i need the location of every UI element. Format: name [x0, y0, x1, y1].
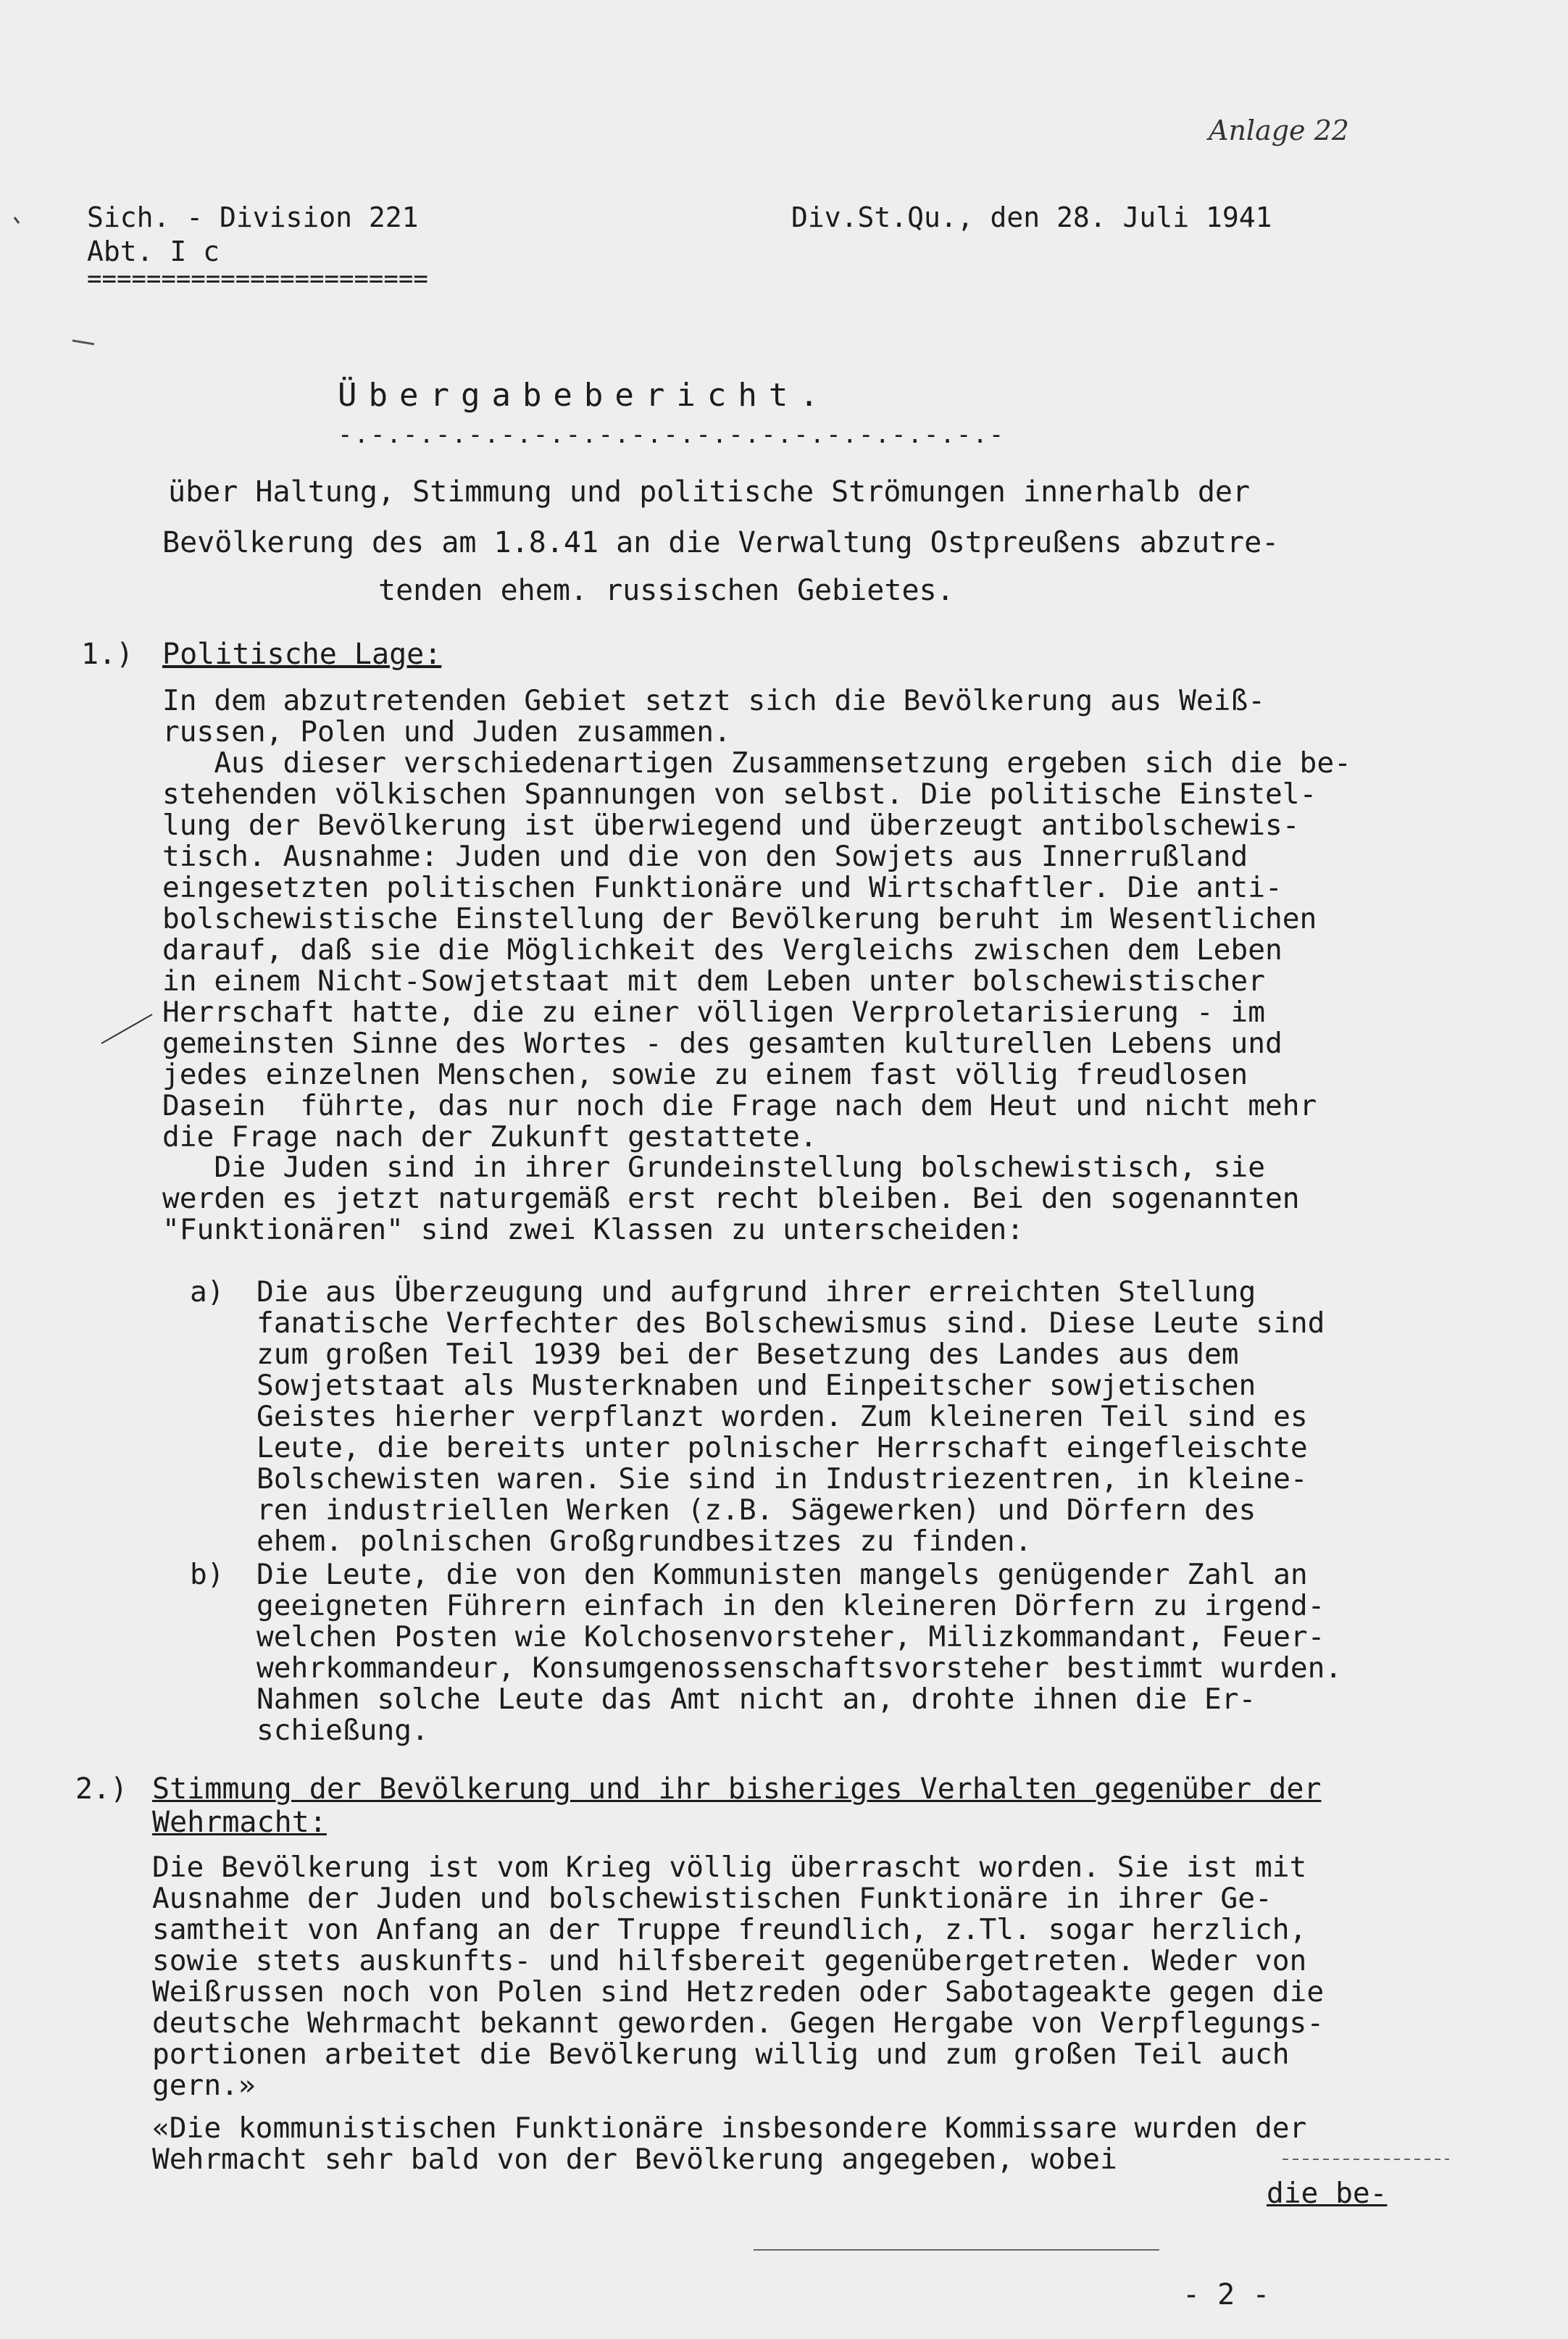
text-line: gern.» — [152, 2069, 256, 2102]
text-line: In dem abzutretenden Gebiet setzt sich die Bevölkerung aus Weiß- — [162, 684, 1265, 717]
title-underline: -.-.-.-.-.-.-.-.-.-.-.-.-.-.-.-.-.-.-.-.- — [338, 420, 1006, 449]
text-line: ren industriellen Werken (z.B. Sägewerken) und Dörfern des — [257, 1493, 1256, 1527]
text-line: Leute, die bereits unter polnischer Herrschaft eingefleischte — [257, 1431, 1308, 1464]
section-1-number: 1.) — [81, 638, 134, 671]
text-line: «Die kommunistischen Funktionäre insbesondere Kommissare wurden der — [152, 2111, 1307, 2145]
page-number: - 2 - — [1183, 2278, 1270, 2311]
text-line: geeigneten Führern einfach in den kleineren Dörfern zu irgend- — [257, 1589, 1325, 1622]
text-line: bolschewistische Einstellung der Bevölkerung beruht im Wesentlichen — [162, 902, 1317, 935]
text-line: jedes einzelnen Menschen, sowie zu einem fast völlig freudlosen — [162, 1058, 1248, 1091]
text-line: Weißrussen noch von Polen sind Hetzreden oder Sabotageakte gegen die — [152, 1975, 1325, 2009]
text-line: "Funktionären" sind zwei Klassen zu unterscheiden: — [162, 1213, 1025, 1246]
subtitle-line-3: tenden ehem. russischen Gebietes. — [378, 574, 954, 607]
text-line: Herrschaft hatte, die zu einer völligen Verproletarisierung - im — [162, 996, 1265, 1029]
text-line: gemeinsten Sinne des Wortes - des gesamten kulturellen Lebens und — [162, 1027, 1283, 1060]
text-line: fanatische Verfechter des Bolschewismus sind. Diese Leute sind — [257, 1306, 1325, 1340]
subtitle-line-2: Bevölkerung des am 1.8.41 an die Verwaltung Ostpreußens abzutre- — [162, 526, 1280, 559]
section-2-heading-line-2: Wehrmacht: — [152, 1806, 327, 1839]
text-line: welchen Posten wie Kolchosenvorsteher, Milizkommandant, Feuer- — [257, 1620, 1325, 1654]
item-a-label: a) — [190, 1275, 225, 1309]
text-line: in einem Nicht-Sowjetstaat mit dem Leben unter bolschewistischer — [162, 964, 1265, 998]
text-line: ehem. polnischen Großgrundbesitzes zu finden. — [257, 1525, 1033, 1558]
text-line: Die Juden sind in ihrer Grundeinstellung bolschewistisch, sie — [162, 1151, 1265, 1184]
text-line: schießung. — [257, 1714, 429, 1747]
text-line: zum großen Teil 1939 bei der Besetzung des Landes aus dem — [257, 1338, 1239, 1371]
text-line: Die aus Überzeugung und aufgrund ihrer erreichten Stellung — [257, 1275, 1256, 1309]
text-line: Die Bevölkerung ist vom Krieg völlig überrascht worden. Sie ist mit — [152, 1851, 1307, 1884]
margin-mark — [14, 217, 19, 223]
item-b-label: b) — [190, 1558, 225, 1591]
text-line: Bolschewisten waren. Sie sind in Industriezentren, in kleine- — [257, 1462, 1308, 1496]
place-date: Div.St.Qu., den 28. Juli 1941 — [791, 201, 1272, 233]
section-2-number: 2.) — [75, 1772, 128, 1806]
margin-mark — [72, 341, 94, 344]
text-line: werden es jetzt naturgemäß erst recht bleiben. Bei den sogenannten — [162, 1182, 1300, 1215]
text-line: Nahmen solche Leute das Amt nicht an, drohte ihnen die Er- — [257, 1683, 1256, 1716]
unit-underline: ======================= — [87, 264, 428, 293]
text-line: stehenden völkischen Spannungen von selbst. Die politische Einstel- — [162, 777, 1317, 811]
continuation-word: die be- — [1267, 2177, 1388, 2210]
text-line: Ausnahme der Juden und bolschewistischen Funktionäre in ihrer Ge- — [152, 1882, 1272, 1915]
document-title: Übergabebericht. — [338, 377, 830, 414]
text-line: samtheit von Anfang an der Truppe freundlich, z.Tl. sogar herzlich, — [152, 1913, 1307, 1946]
text-line: Dasein führte, das nur noch die Frage nach dem Heut und nicht mehr — [162, 1089, 1317, 1122]
text-line: lung der Bevölkerung ist überwiegend und überzeugt antibolschewis- — [162, 809, 1300, 842]
section-1-heading: Politische Lage: — [162, 638, 442, 671]
text-line: russen, Polen und Juden zusammen. — [162, 715, 731, 749]
text-line: Wehrmacht sehr bald von der Bevölkerung angegeben, wobei — [152, 2143, 1117, 2176]
text-line: die Frage nach der Zukunft gestattete. — [162, 1120, 817, 1154]
handwritten-annotation: Anlage 22 — [1209, 114, 1349, 146]
text-line: sowie stets auskunfts- und hilfsbereit gegenübergetreten. Weder von — [152, 1944, 1307, 1977]
text-line: eingesetzten politischen Funktionäre und Wirtschaftler. Die anti- — [162, 871, 1283, 904]
text-line: Sowjetstaat als Musterknaben und Einpeitscher sowjetischen — [257, 1369, 1256, 1402]
text-line: portionen arbeitet die Bevölkerung willig und zum großen Teil auch — [152, 2038, 1290, 2071]
text-line: Geistes hierher verpflanzt worden. Zum kleineren Teil sind es — [257, 1400, 1308, 1433]
subtitle-line-1: über Haltung, Stimmung und politische Strömungen innerhalb der — [168, 475, 1251, 509]
unit-line-2: Abt. I c — [87, 235, 220, 267]
text-line: wehrkommandeur, Konsumgenossenschaftsvorsteher bestimmt wurden. — [257, 1651, 1343, 1685]
text-line: deutsche Wehrmacht bekannt geworden. Gegen Hergabe von Verpflegungs- — [152, 2006, 1325, 2040]
margin-mark — [101, 1014, 152, 1043]
text-line: tisch. Ausnahme: Juden und die von den Sowjets aus Innerrußland — [162, 840, 1248, 873]
text-line: Aus dieser verschiedenartigen Zusammensetzung ergeben sich die be- — [162, 746, 1351, 780]
section-2-heading-line-1: Stimmung der Bevölkerung und ihr bisheriges Verhalten gegenüber der — [152, 1772, 1322, 1806]
text-line: darauf, daß sie die Möglichkeit des Vergleichs zwischen dem Leben — [162, 933, 1283, 967]
unit-line-1: Sich. - Division 221 — [87, 201, 419, 233]
text-line: Die Leute, die von den Kommunisten mangels genügender Zahl an — [257, 1558, 1308, 1591]
